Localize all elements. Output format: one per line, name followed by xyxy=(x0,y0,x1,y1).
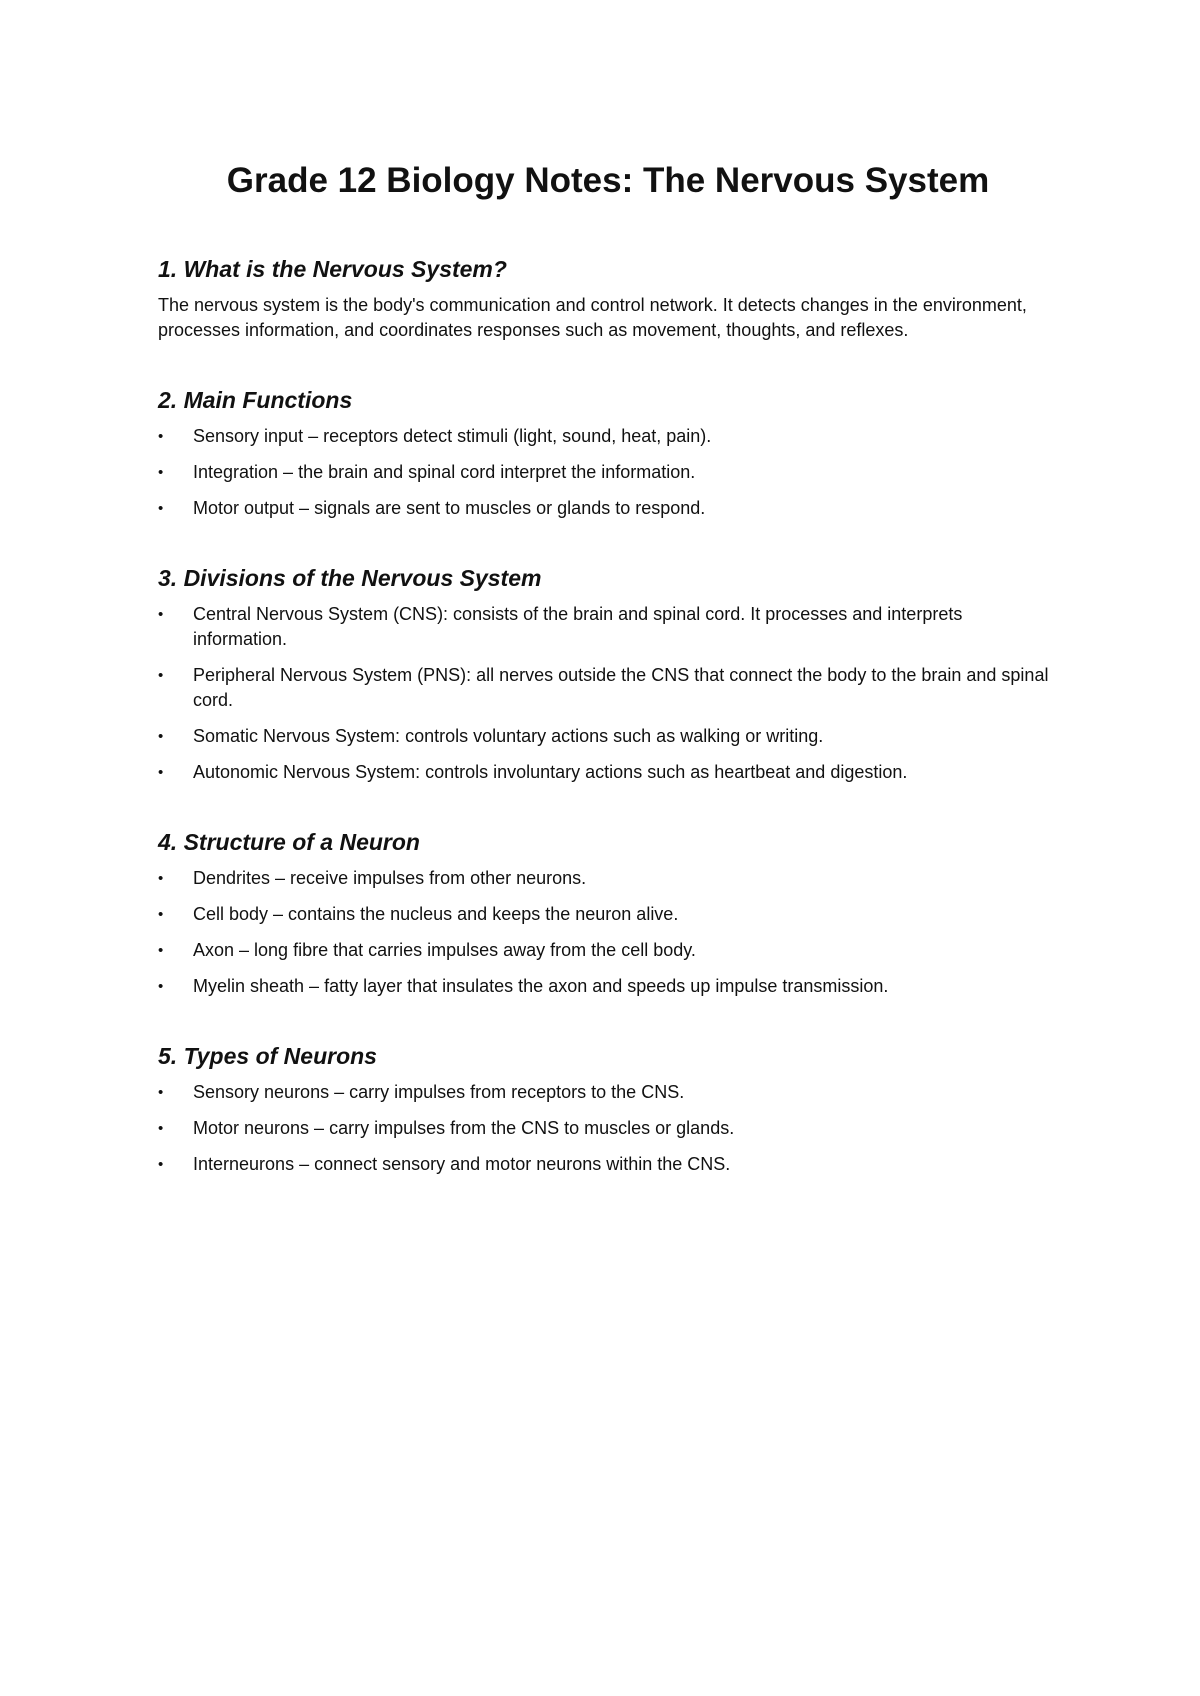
bullet-icon: • xyxy=(158,728,164,745)
section-heading: 5. Types of Neurons xyxy=(158,1043,377,1069)
list-item-text: Central Nervous System (CNS): consists of the brain and spinal cord. It processes and interprets information. xyxy=(193,604,963,649)
list-item-text: Motor neurons – carry impulses from the CNS to muscles or glands. xyxy=(193,1118,735,1138)
bullet-list xyxy=(158,602,1058,785)
bullet-icon: • xyxy=(158,942,164,959)
list-item xyxy=(158,1152,1058,1177)
bullet-icon: • xyxy=(158,1156,164,1173)
list-item-text: Myelin sheath – fatty layer that insulates the axon and speeds up impulse transmission. xyxy=(193,976,889,996)
list-item xyxy=(158,1116,1058,1141)
list-item-text: Dendrites – receive impulses from other neurons. xyxy=(193,868,587,888)
list-item xyxy=(158,724,1058,749)
section-heading: 1. What is the Nervous System? xyxy=(158,256,507,282)
document-content xyxy=(158,158,1058,1177)
section-paragraph: The nervous system is the body's communication and control network. It detects changes in the environment, processes information, and coordinates responses such as movement, thoughts, and reflexes. xyxy=(158,295,1027,340)
list-item xyxy=(158,1080,1058,1105)
bullet-icon: • xyxy=(158,978,164,995)
list-item xyxy=(158,496,1058,521)
list-item-text: Integration – the brain and spinal cord interpret the information. xyxy=(193,462,696,482)
bullet-list xyxy=(158,1080,1058,1177)
list-item-text: Sensory neurons – carry impulses from receptors to the CNS. xyxy=(193,1082,685,1102)
list-item-text: Axon – long fibre that carries impulses away from the cell body. xyxy=(193,940,696,960)
bullet-icon: • xyxy=(158,1120,164,1137)
list-item-text: Sensory input – receptors detect stimuli (light, sound, heat, pain). xyxy=(193,426,712,446)
bullet-icon: • xyxy=(158,464,164,481)
bullet-icon: • xyxy=(158,428,164,445)
list-item xyxy=(158,866,1058,891)
list-item xyxy=(158,460,1058,485)
bullet-icon: • xyxy=(158,500,164,517)
list-item xyxy=(158,938,1058,963)
section-neuron-types xyxy=(158,1042,1058,1177)
list-item-text: Cell body – contains the nucleus and keeps the neuron alive. xyxy=(193,904,679,924)
list-item-text: Peripheral Nervous System (PNS): all nerves outside the CNS that connect the body to the brain and spinal cord. xyxy=(193,665,1049,710)
bullet-icon: • xyxy=(158,906,164,923)
bullet-list xyxy=(158,866,1058,999)
list-item-text: Interneurons – connect sensory and motor neurons within the CNS. xyxy=(193,1154,731,1174)
document-title: Grade 12 Biology Notes: The Nervous System xyxy=(226,161,990,200)
section-what-is xyxy=(158,255,1058,343)
bullet-icon: • xyxy=(158,606,164,623)
list-item xyxy=(158,602,1058,652)
list-item xyxy=(158,663,1058,713)
section-heading: 2. Main Functions xyxy=(158,387,353,413)
list-item xyxy=(158,760,1058,785)
section-heading: 4. Structure of a Neuron xyxy=(158,829,420,855)
section-main-functions xyxy=(158,386,1058,521)
bullet-icon: • xyxy=(158,870,164,887)
bullet-icon: • xyxy=(158,764,164,781)
section-neuron-structure xyxy=(158,828,1058,999)
bullet-icon: • xyxy=(158,1084,164,1101)
bullet-list xyxy=(158,424,1058,521)
list-item-text: Motor output – signals are sent to muscles or glands to respond. xyxy=(193,498,706,518)
list-item xyxy=(158,974,1058,999)
list-item xyxy=(158,424,1058,449)
list-item-text: Autonomic Nervous System: controls involuntary actions such as heartbeat and digestion. xyxy=(193,762,908,782)
section-divisions xyxy=(158,564,1058,785)
bullet-icon: • xyxy=(158,667,164,684)
list-item-text: Somatic Nervous System: controls voluntary actions such as walking or writing. xyxy=(193,726,824,746)
list-item xyxy=(158,902,1058,927)
section-heading: 3. Divisions of the Nervous System xyxy=(158,565,542,591)
